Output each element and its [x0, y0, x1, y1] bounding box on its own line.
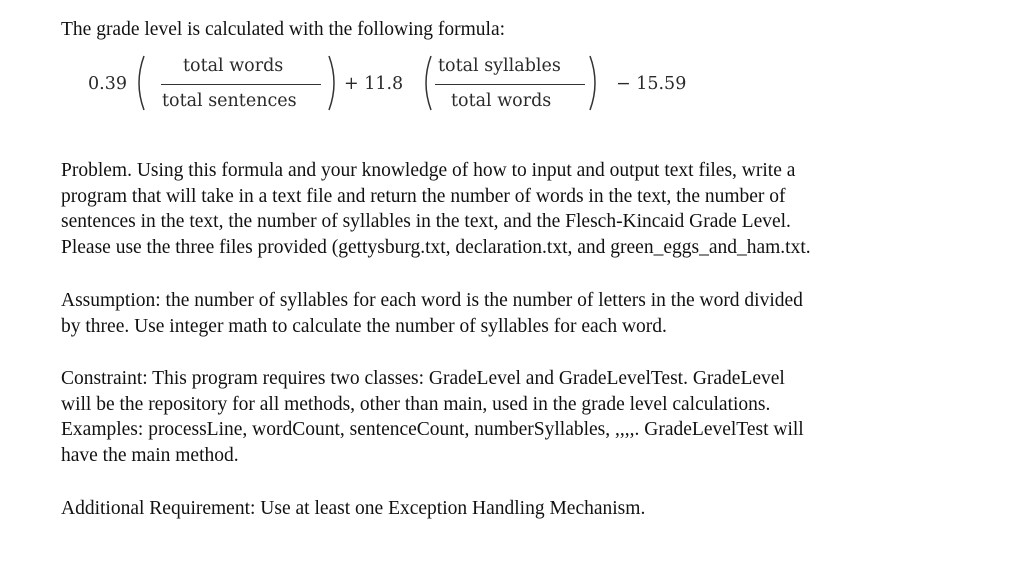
right-paren-2: [586, 54, 602, 112]
formula: [88, 52, 708, 118]
constraint-paragraph: [61, 366, 961, 469]
assumption-paragraph: [61, 288, 961, 339]
paragraph-line: will be the repository for all methods, other than main, used in the grade level calculations.: [61, 393, 771, 415]
paragraph-line: Problem. Using this formula and your knowledge of how to input and output text files, write a: [61, 160, 796, 181]
additional-requirement-paragraph: [61, 496, 961, 522]
fraction-1-denominator: total sentences: [162, 91, 297, 111]
formula-minus-term: − 15.59: [616, 74, 687, 94]
paragraph-line: Additional Requirement: Use at least one Exception Handling Mechanism.: [61, 498, 646, 519]
paragraph-line: by three. Use integer math to calculate the number of syllables for each word.: [61, 315, 667, 337]
paragraph-line: Examples: processLine, wordCount, sentenceCount, numberSyllables, ,,,,. GradeLevelTest will: [61, 419, 804, 441]
paragraph-line: Assumption: the number of syllables for each word is the number of letters in the word divided: [61, 290, 803, 311]
fraction-1-numerator: total words: [183, 56, 284, 76]
paragraph-line: Constraint: This program requires two classes: GradeLevel and GradeLevelTest. GradeLevel: [61, 368, 785, 389]
left-paren-1: [132, 54, 148, 112]
problem-paragraph: [61, 158, 961, 261]
intro-text: The grade level is calculated with the following formula:: [61, 19, 506, 40]
fraction-2-numerator: total syllables: [438, 56, 561, 76]
formula-coefficient-1: 0.39: [88, 74, 127, 94]
left-paren-2: [419, 54, 435, 112]
paragraph-line: have the main method.: [61, 445, 239, 467]
right-paren-1: [325, 54, 341, 112]
formula-plus-term: + 11.8: [344, 74, 404, 94]
fraction-2-denominator: total words: [451, 91, 552, 111]
paragraph-line: Please use the three files provided (gettysburg.txt, declaration.txt, and green_eggs_and_ham.txt.: [61, 237, 811, 259]
fraction-2-bar: [435, 84, 585, 85]
paragraph-line: sentences in the text, the number of syllables in the text, and the Flesch-Kincaid Grade Level.: [61, 211, 791, 233]
paragraph-line: program that will take in a text file and return the number of words in the text, the number of: [61, 185, 786, 207]
fraction-1-bar: [161, 84, 321, 85]
